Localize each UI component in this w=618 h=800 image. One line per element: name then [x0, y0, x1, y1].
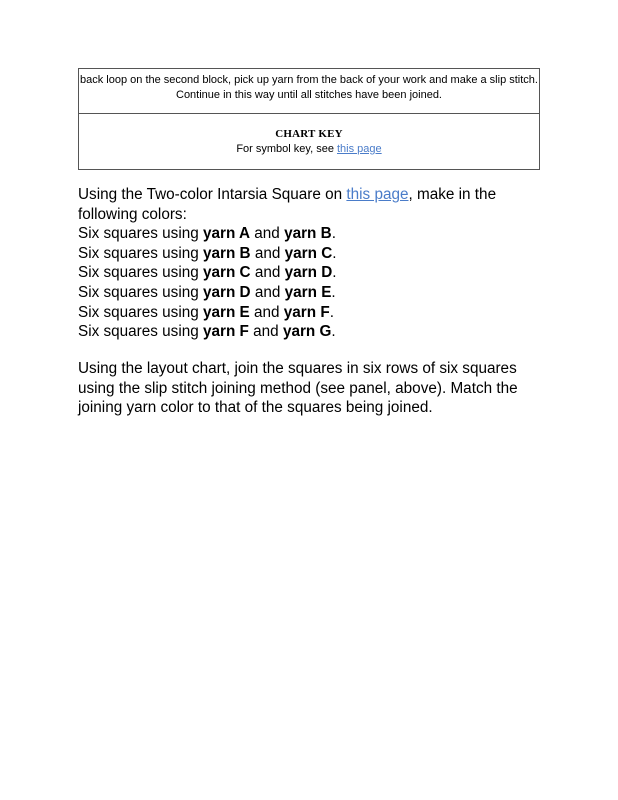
color-line: [78, 244, 548, 264]
color-line-prefix: Six squares using: [78, 323, 203, 341]
yarn-name: yarn D: [284, 264, 333, 282]
color-line-and: and: [250, 225, 285, 243]
closing-text: Using the layout chart, join the squares in six rows of six squares using the slip stitch joining method (see panel, above). Match the joining yarn color to that of the squares being joined.: [78, 360, 518, 417]
panel-instructions: [79, 69, 539, 114]
color-line-prefix: Six squares using: [78, 244, 203, 262]
yarn-name: yarn F: [203, 323, 249, 341]
yarn-name: yarn D: [203, 283, 251, 301]
color-line: [78, 263, 548, 283]
color-line-and: and: [248, 323, 283, 341]
yarn-name: yarn C: [203, 264, 251, 282]
color-line-end: .: [332, 244, 337, 262]
color-line-end: .: [331, 225, 336, 243]
yarn-name: yarn A: [203, 225, 251, 243]
chart-key-link[interactable]: this page: [337, 143, 382, 155]
color-line-end: .: [332, 264, 337, 282]
yarn-name: yarn E: [203, 303, 250, 321]
color-line: [78, 322, 548, 342]
yarn-name: yarn F: [283, 303, 330, 321]
color-line-and: and: [249, 303, 284, 321]
chart-key-heading: CHART KEY: [275, 128, 343, 140]
color-line-and: and: [250, 264, 285, 282]
color-line-prefix: Six squares using: [78, 225, 203, 243]
yarn-name: yarn B: [203, 244, 251, 262]
closing-paragraph: [78, 359, 548, 418]
color-line-end: .: [331, 323, 336, 341]
panel-text-line-2: Continue in this way until all stitches have been joined.: [176, 89, 442, 101]
color-line-prefix: Six squares using: [78, 283, 203, 301]
color-instructions: [78, 185, 548, 342]
yarn-name: yarn B: [284, 225, 332, 243]
color-list: [78, 224, 548, 342]
intro-text: Using the Two-color Intarsia Square on: [78, 186, 347, 203]
color-line-end: .: [331, 283, 336, 301]
color-line-and: and: [250, 244, 285, 262]
color-line-end: .: [329, 303, 334, 321]
chart-key: [79, 114, 539, 169]
color-line: [78, 283, 548, 303]
chart-key-text: For symbol key, see: [236, 143, 337, 155]
color-line: [78, 224, 548, 244]
color-line-prefix: Six squares using: [78, 303, 203, 321]
intro-paragraph: [78, 185, 548, 224]
color-line-prefix: Six squares using: [78, 264, 203, 282]
panel-text-line-1: back loop on the second block, pick up yarn from the back of your work and make a slip stitch.: [80, 74, 538, 86]
instruction-panel: [78, 68, 540, 170]
intro-text-end: , make in the following colors:: [78, 186, 497, 223]
yarn-name: yarn E: [284, 283, 332, 301]
yarn-name: yarn C: [284, 244, 333, 262]
color-line: [78, 303, 548, 323]
yarn-name: yarn G: [282, 323, 332, 341]
intro-link[interactable]: this page: [346, 186, 409, 203]
color-line-and: and: [250, 283, 285, 301]
